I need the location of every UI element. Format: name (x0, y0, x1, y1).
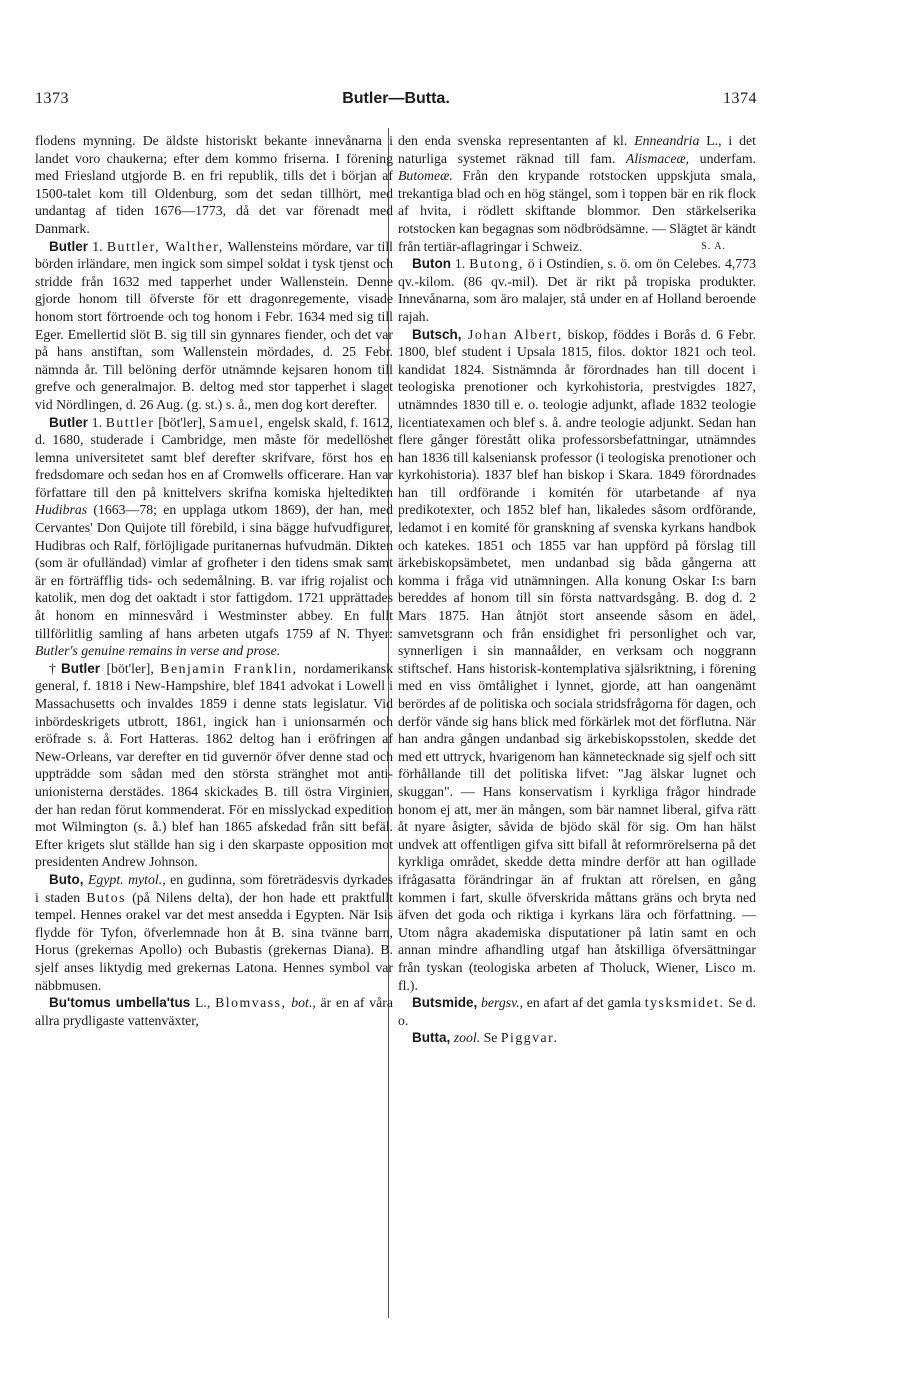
city-name: Butos (86, 889, 127, 905)
running-title: Butler—Butta. (342, 90, 450, 107)
cross-ref-word: Piggvar. (500, 1030, 559, 1046)
work-title: Hudibras (35, 502, 88, 518)
entry-buto: Buto, Egypt. mytol., en gudinna, som företrädesvis dyrkades i staden Butos (på Nilens delta), der hon hade ett praktfullt tempel. Hennes orakel var det mest ansedda i Egypten. När Isis flydde för Tyfon, öfverlemnade hon åt B. sina tvänne barn, Horus (grekernas Apollo) och Bubastis (grekernas Diana). B. sjelf anses liktydig med grekernas Latona. Hennes symbol var näbbmusen. (35, 871, 393, 993)
person-name: Benjamin Franklin, (160, 660, 298, 676)
common-name: Blomvass, (215, 995, 287, 1011)
headword: Butler (60, 660, 100, 676)
headword: Butsch, (412, 326, 462, 342)
headword: Bu'tomus umbella'tus (49, 995, 191, 1011)
headword: Butsmide, (412, 995, 478, 1011)
field-abbrev: zool. (450, 1030, 481, 1046)
field-abbrev: Egypt. mytol., (87, 871, 166, 887)
field-abbrev: bot., (286, 995, 316, 1011)
headword: Buton (412, 256, 451, 272)
entry-buton: Buton 1. Butong, ö i Ostindien, s. ö. om ön Celebes. 4,773 qv.-kilom. (86 qv.-mil). Det är rikt på tropiska produkter. Innevånarna, som äro malajer, stå under en af Holland beroende rajah. (398, 256, 757, 324)
entry-butsch: Butsch, Johan Albert, biskop, föddes i Borås d. 6 Febr. 1800, blef student i Upsala 1815, filos. doktor 1821 och teol. kandidat 1824. Sistnämnda år förordnades han till docent i teologiska prenotioner och kyrkohistoria, prestvigdes 1827, utnämndes 1830 till e. o. teologie adjunkt, aflade 1832 teologie licentiatexamen och blef s. å. andre teologie adjunkt. Sedan han flere gånger förestått olika professorsbefattningar, utnämndes han 1836 till kalseniansk professor (i teologiska prenotioner och kyrkohistoria). 1837 blef han biskop i Skara. 1849 förordnades han till ordförande i komitén för utarbetande af nya predikotexter, och 1852 blef han, likaledes såsom ordförande, ledamot i en komité för granskning af svenska kyrkans handbok och katekes. 1851 och 1855 var han uppförd på förslag till ärkebiskopsämbetet, men undanbad sig båda gångerna att komma i fråga vid utnämningen. Alla konung Oskar I:s barn bereddes af honom till sin första nattvardsgång. B. dog d. 2 Mars 1875. Han åtnjöt stort anseende såsom en ädel, samvetsgrann och från ensidighet fri personlighet och var, synnerligen i sin mannaålder, en verksam och noggrann stiftschef. Hans historisk-kontemplativa själsriktning, i förening med en viss ömtålighet i lynnet, gjorde, att han oangenämt berördes af de politiska och sociala stridsfrågorna för dagen, och derför vände sig hans blick med förkärlek mot det förflutna. När han andra gången undanbad sig ärkebiskopsstolen, skedde det med ett uttryck, hvarigenom han kännetecknade sig sjelf och sitt förhållande till det politiska lifvet: "Jag älskar lugnet och skuggan". — Hans konservatism i kyrkliga frågor hindrade honom ej att, mer än mången, som bär namnet liberal, gifva rätt åt nyare åsigter, såvida de bjödo skäl för sig. Om han hälst undvek att offentligen gifva sitt bifall åt reformrörelserna på det kyrkliga området, skedde detta mindre derför att han ogillade ifrågasatta förändringar än af fruktan att rörelsen, en gång kommen i fart, skulle öfverskrida måttans gräns och bryta ned äfven det goda och riktiga i kyrkans lära och författning. — Utom några akademiska disputationer på latin samt en och annan mindre afhandling utgaf han åtskilliga öfversättningar från tyskan (teologiska arbeten af Tholuck, Wiener, Lisco m. fl.). (398, 326, 756, 993)
entry-butta: Butta, zool. Se Piggvar. (412, 1030, 559, 1046)
entry-continuation: den enda svenska representanten af kl. Enneandria L., i det naturliga systemet räknad till fam. Alismaceæ, underfam. Butomeæ. Från den krypande rotstocken uppskjuta smala, trekantiga blad och en hög stängel, som i toppen bär en rik flock af hvita, i rödlett skiftande blommor. Den stärkelserika rotstocken kan begagnas som nödbrödsämne. — Slägtet är kändt från tertiär-aflagringar i Schweiz. S. A. (398, 133, 756, 254)
entry-continuation: flodens mynning. De äldste historiskt bekante innevånarna i landet voro chaukerna; efter dem kommo friserna. I förening med Friesland utgjorde B. en fri republik, tills det i början af 1500-talet kom till Oldenburg, som det sedan tillhört, med undantag af tiden 1676—1773, då det var förenadt med Danmark. (35, 133, 393, 236)
entry-butler-benjamin: † Butler [böt'ler], Benjamin Franklin, nordamerikansk general, f. 1818 i New-Hampshire, blef 1841 advokat i Lowell i Massachusetts och invaldes 1859 i denne stats legislatur. Vid inbördeskrigets utbrott, 1861, ingick han i unionsarmén och eröfrade s. å. Fort Hatteras. 1862 deltog han i eröfringen af New-Orleans, var derefter en tid guvernör öfver denne stad och uppträdde som sådan med den största stränghet mot anti-unionisterna derstädes. 1864 skickades B. till östra Virginien, der han redan förut kommenderat. För en misslyckad expedition mot Wilmington (s. å.) blef han 1865 afskedad från sitt befäl. Efter krigets slut ställde han sig i den skarpaste opposition mot presidenten Andrew Johnson. (35, 660, 393, 870)
entry-butsmide: Butsmide, bergsv., en afart af det gamla tysksmidet. Se d. o. (398, 995, 756, 1028)
cross-ref-word: tysksmidet. (644, 995, 725, 1011)
person-surname: Buttler (105, 414, 155, 430)
person-name: Buttler, Walther, (106, 238, 224, 254)
headword: Butler (49, 238, 89, 254)
left-column (35, 132, 393, 1029)
headword: Butta, (412, 1030, 451, 1046)
person-firstname: Samuel, (209, 414, 265, 430)
dagger-mark: † (49, 660, 59, 676)
field-abbrev: bergsv., (477, 995, 524, 1011)
right-page-number: 1374 (723, 90, 757, 107)
left-page-number: 1373 (35, 90, 69, 107)
entry-butler-walther: Butler 1. Buttler, Walther, Wallensteins mördare, var till börden irländare, men ingick som simpel soldat i tysk tjenst och stridde från 1632 med tapperhet under Wallenstein. Denne gjorde honom till öfverste för ett dragonregemente, visade honom stort förtroende och tog honom i Febr. 1634 med sig till Eger. Emellertid slöt B. sig till sin gynnares fiender, och det var på hans anstiftan, som Wallenstein mördades, d. 25 Febr. nämnda år. Till belöning derför utnämnde kejsaren honom till grefve och generalmajor. B. deltog med stor tapperhet i slaget vid Nördlingen, d. 26 Aug. (g. st.) s. å., men dog kort derefter. (35, 238, 394, 412)
page-header (35, 90, 757, 114)
entry-butomus: Bu'tomus umbella'tus L., Blomvass, bot., är en af våra allra prydligaste vattenväxter, (35, 995, 394, 1028)
entry-butler-samuel: Butler 1. Buttler [böt'ler], Samuel, engelsk skald, f. 1612, d. 1680, studerade i Cambridge, men måste för medellöshet lemna universitetet samt blef derefter skrifvare, först hos en fredsdomare och sedan hos en af Cromwells officerare. Han var författare till den på knittelvers skrifna komiska hjeltedikten Hudibras (1663—78; en upplaga utkom 1869), der han, med Cervantes' Don Quijote till förebild, i sina bägge hufvudfigurer, Hudibras och Ralf, förlöjligade puritanernas hufvudmän. Dikten (som är ofulländad) vimlar af grofheter i den tidens smak samt är en förträfflig tids- och sedemålning. B. var ifrig rojalist och katolik, men dog det oaktadt i stor fattigdom. 1721 upprättades åt honom en minnesvård i Westminster abbey. En fullt tillförlitlig samling af hans arbeten utgafs 1759 af N. Thyer: Butler's genuine remains in verse and prose. (35, 414, 393, 659)
work-title-2: Butler's genuine remains in verse and prose. (35, 643, 281, 659)
place-name: Butong, (469, 256, 524, 272)
author-signature: S. A. (701, 240, 726, 252)
headword: Buto, (49, 871, 84, 887)
right-column (398, 132, 756, 1047)
person-name: Johan Albert, (461, 326, 563, 342)
headword: Butler (49, 414, 89, 430)
